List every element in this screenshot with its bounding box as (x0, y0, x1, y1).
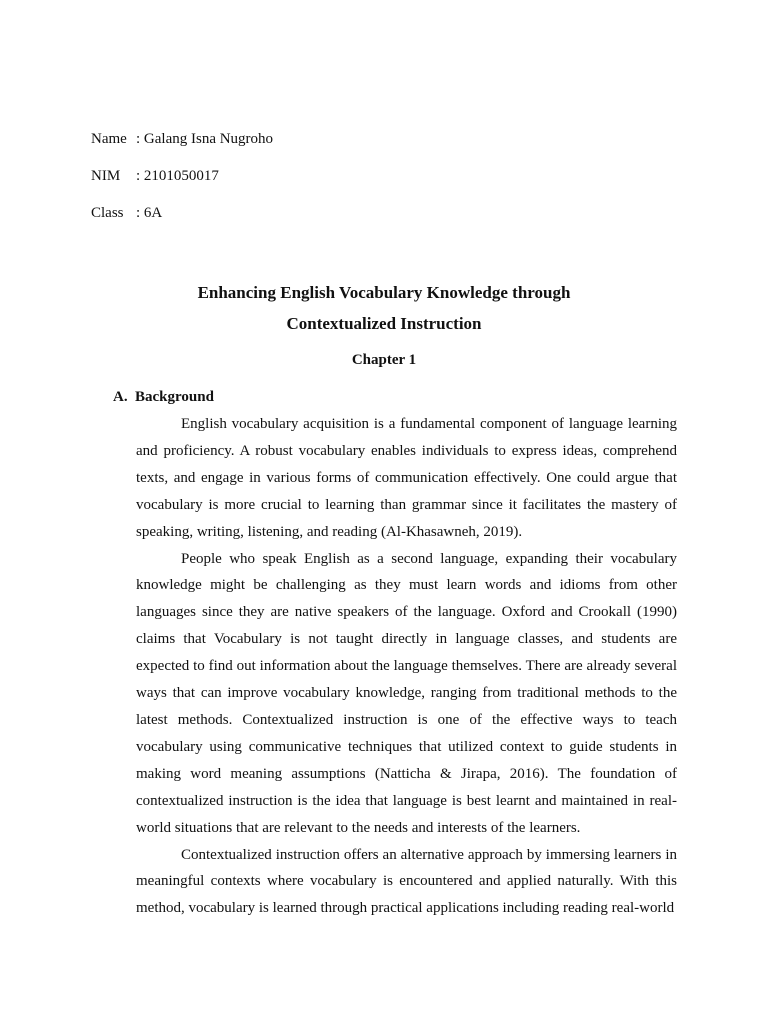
name-label: Name (91, 131, 127, 147)
section-heading (113, 387, 214, 407)
nim-label: NIM (91, 168, 121, 184)
student-info (91, 129, 491, 240)
nim-value: : 2101050017 (136, 168, 219, 184)
chapter-heading: Chapter 1 (351, 352, 417, 368)
title-line-1: Enhancing English Vocabulary Knowledge through (197, 283, 571, 302)
paragraph: English vocabulary acquisition is a fundamental component of language learning and proficiency. A robust vocabulary enables individuals to express ideas, comprehend texts, and engage in various forms of communication effectively. One could argue that vocabulary is more crucial to learning than grammar since it facilitates the mastery of speaking, writing, listening, and reading (Al-Khasawneh, 2019). (136, 416, 677, 540)
document-title (91, 277, 677, 339)
body-text (136, 411, 677, 922)
nim-row (91, 166, 491, 203)
paragraph: People who speak English as a second language, expanding their vocabulary knowledge might be challenging as they must learn words and idioms from other languages since they are native speakers of the language. Oxford and Crookall (1990) claims that Vocabulary is not taught directly in language classes, and students are expected to find out information about the language themselves. There are already several ways that can improve vocabulary knowledge, ranging from traditional methods to the latest methods. Contextualized instruction is one of the effective ways to teach vocabulary using communicative techniques that utilized context to guide students in making word meaning assumptions (Natticha & Jirapa, 2016). The foundation of contextualized instruction is the idea that language is best learnt and maintained in real-world situations that are relevant to the needs and interests of the learners. (136, 550, 677, 836)
name-value: : Galang Isna Nugroho (136, 131, 274, 147)
title-line-2: Contextualized Instruction (286, 314, 482, 333)
class-row (91, 203, 491, 240)
section-title: Background (135, 389, 214, 405)
paragraph: Contextualized instruction offers an alternative approach by immersing learners in meaningful contexts where vocabulary is encountered and applied naturally. With this method, vocabulary is learned through practical applications including reading real-world (136, 846, 677, 917)
class-label: Class (91, 205, 124, 221)
section-letter: A. (113, 389, 128, 405)
name-row (91, 129, 491, 166)
class-value: : 6A (136, 205, 163, 221)
